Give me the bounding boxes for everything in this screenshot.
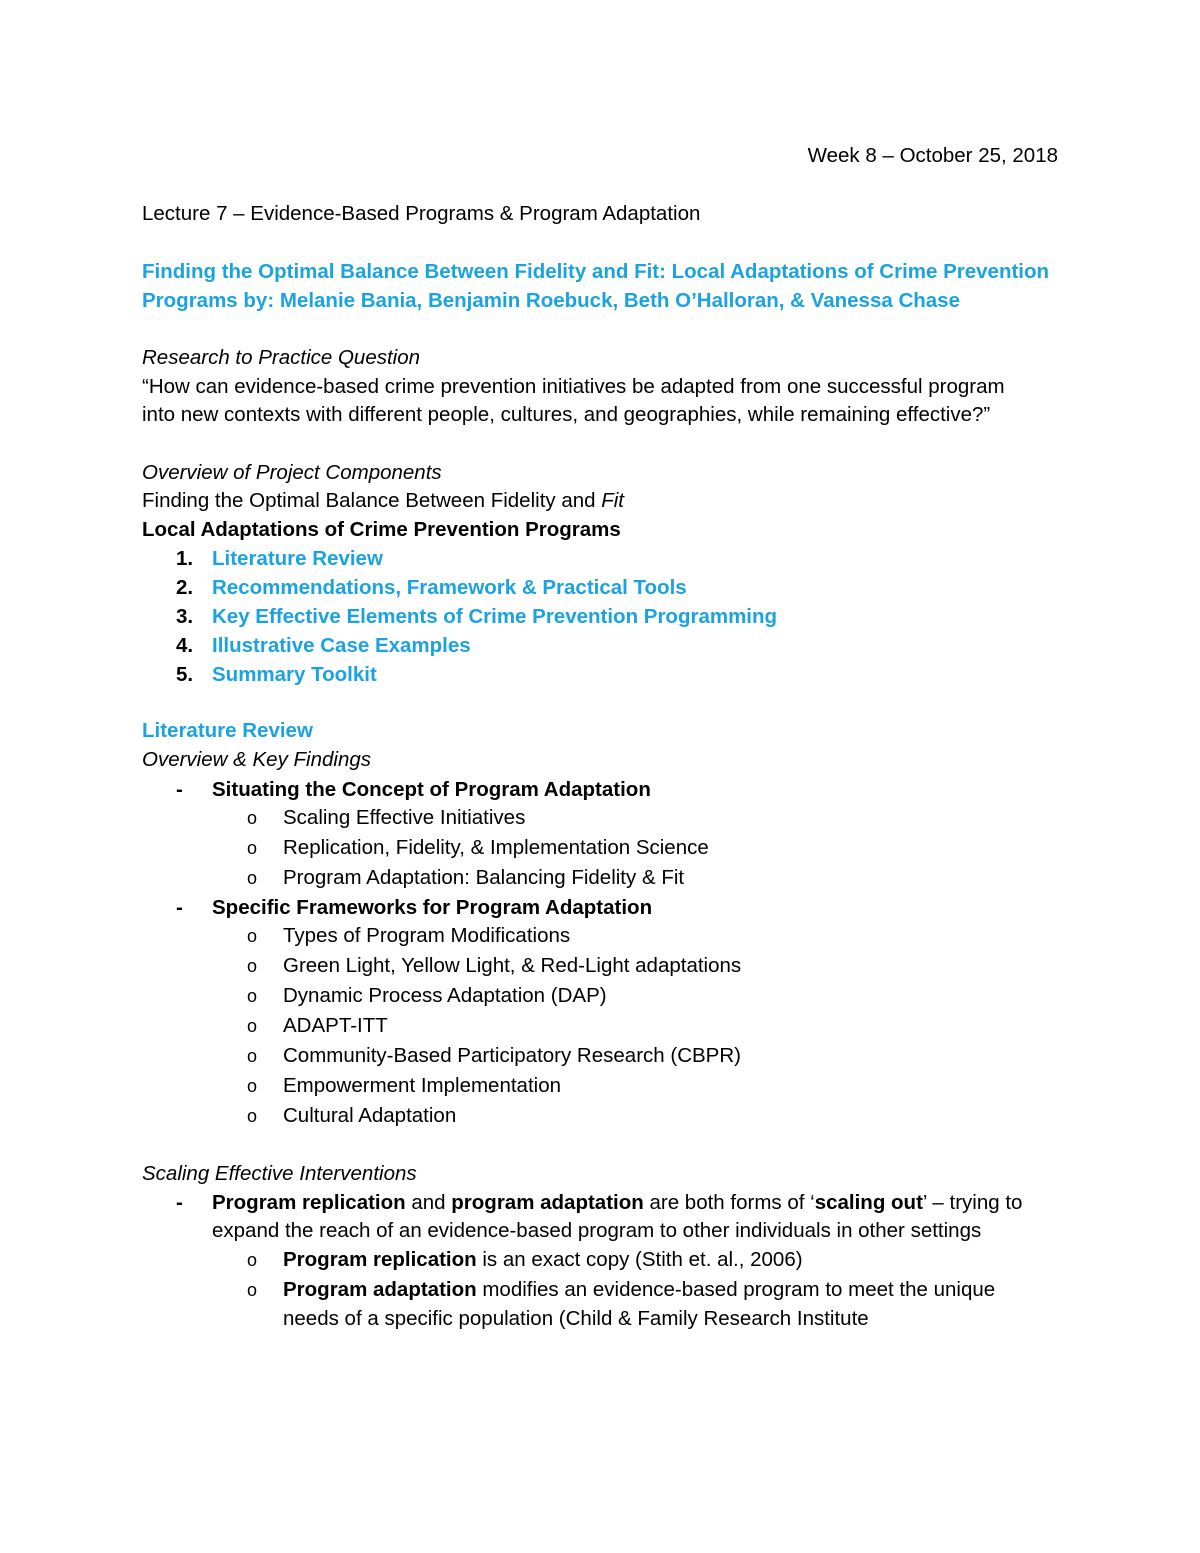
scaling-point-1-line-1 <box>212 1189 1022 1217</box>
scaling-heading: Scaling Effective Interventions <box>142 1162 417 1185</box>
group-2-item: ADAPT-ITT <box>283 1014 388 1037</box>
circle-bullet: o <box>247 926 258 946</box>
term-scaling-out: scaling out <box>814 1191 923 1214</box>
group-2-title: Specific Frameworks for Program Adaptation <box>212 896 653 919</box>
group-1-item: Replication, Fidelity, & Implementation Science <box>283 836 709 859</box>
list-item-case-examples[interactable]: Illustrative Case Examples <box>212 634 471 657</box>
article-title-line-1: Finding the Optimal Balance Between Fidelity and Fit: Local Adaptations of Crime Prevention <box>142 260 1050 283</box>
list-item-summary-toolkit[interactable]: Summary Toolkit <box>212 663 377 686</box>
text-span: modifies an evidence-based program to meet the unique <box>476 1278 996 1301</box>
group-1-item: Scaling Effective Initiatives <box>283 806 526 829</box>
overview-line-1-italic: Fit <box>601 489 625 512</box>
list-number: 2. <box>176 576 194 599</box>
text-span: ’ – trying to <box>922 1191 1023 1214</box>
circle-bullet: o <box>247 1046 258 1066</box>
text-span: is an exact copy (Stith et. al., 2006) <box>476 1248 803 1271</box>
dash-bullet: - <box>176 1191 183 1214</box>
overview-heading: Overview of Project Components <box>142 461 442 484</box>
overview-line-2: Local Adaptations of Crime Prevention Programs <box>142 518 621 541</box>
circle-bullet: o <box>247 986 258 1006</box>
circle-bullet: o <box>247 838 258 858</box>
article-title-line-2: Programs by: Melanie Bania, Benjamin Roebuck, Beth O’Halloran, & Vanessa Chase <box>142 289 960 312</box>
text-span: are both forms of ‘ <box>643 1191 815 1214</box>
list-item-literature-review[interactable]: Literature Review <box>212 547 383 570</box>
research-question-line-1: “How can evidence-based crime prevention initiatives be adapted from one successful program <box>142 375 1005 398</box>
overview-line-1 <box>142 487 624 515</box>
circle-bullet: o <box>247 808 258 828</box>
group-1-item: Program Adaptation: Balancing Fidelity & Fit <box>283 866 685 889</box>
literature-review-heading: Literature Review <box>142 719 313 742</box>
circle-bullet: o <box>247 1076 258 1096</box>
circle-bullet: o <box>247 956 258 976</box>
term-program-adaptation: Program adaptation <box>283 1278 477 1301</box>
group-2-item: Green Light, Yellow Light, & Red-Light adaptations <box>283 954 742 977</box>
date-line: Week 8 – October 25, 2018 <box>807 144 1058 167</box>
group-2-item: Empowerment Implementation <box>283 1074 562 1097</box>
circle-bullet: o <box>247 1106 258 1126</box>
list-item-recommendations[interactable]: Recommendations, Framework & Practical Tools <box>212 576 687 599</box>
circle-bullet: o <box>247 1250 258 1270</box>
list-number: 3. <box>176 605 194 628</box>
literature-review-subheading: Overview & Key Findings <box>142 748 372 771</box>
list-number: 4. <box>176 634 194 657</box>
scaling-sub-2-line-1 <box>283 1276 995 1304</box>
group-2-item: Cultural Adaptation <box>283 1104 457 1127</box>
text-span: and <box>405 1191 452 1214</box>
list-number: 1. <box>176 547 194 570</box>
scaling-point-1-line-2: expand the reach of an evidence-based program to other individuals in other settings <box>212 1219 982 1242</box>
group-1-title: Situating the Concept of Program Adaptation <box>212 778 651 801</box>
circle-bullet: o <box>247 1280 258 1300</box>
lecture-title: Lecture 7 – Evidence-Based Programs & Program Adaptation <box>142 202 701 225</box>
group-2-item: Community-Based Participatory Research (CBPR) <box>283 1044 741 1067</box>
list-number: 5. <box>176 663 194 686</box>
overview-line-1-main: Finding the Optimal Balance Between Fidelity and <box>142 489 602 512</box>
dash-bullet: - <box>176 896 183 919</box>
term-program-adaptation: program adaptation <box>451 1191 644 1214</box>
term-program-replication: Program replication <box>212 1191 406 1214</box>
dash-bullet: - <box>176 778 183 801</box>
circle-bullet: o <box>247 1016 258 1036</box>
group-2-item: Dynamic Process Adaptation (DAP) <box>283 984 607 1007</box>
research-question-heading: Research to Practice Question <box>142 346 421 369</box>
term-program-replication: Program replication <box>283 1248 477 1271</box>
scaling-sub-1 <box>283 1246 803 1274</box>
research-question-line-2: into new contexts with different people, cultures, and geographies, while remaining effective?” <box>142 403 991 426</box>
group-2-item: Types of Program Modifications <box>283 924 571 947</box>
list-item-key-effective-elements[interactable]: Key Effective Elements of Crime Prevention Programming <box>212 605 778 628</box>
circle-bullet: o <box>247 868 258 888</box>
scaling-sub-2-line-2: needs of a specific population (Child & Family Research Institute <box>283 1307 869 1330</box>
